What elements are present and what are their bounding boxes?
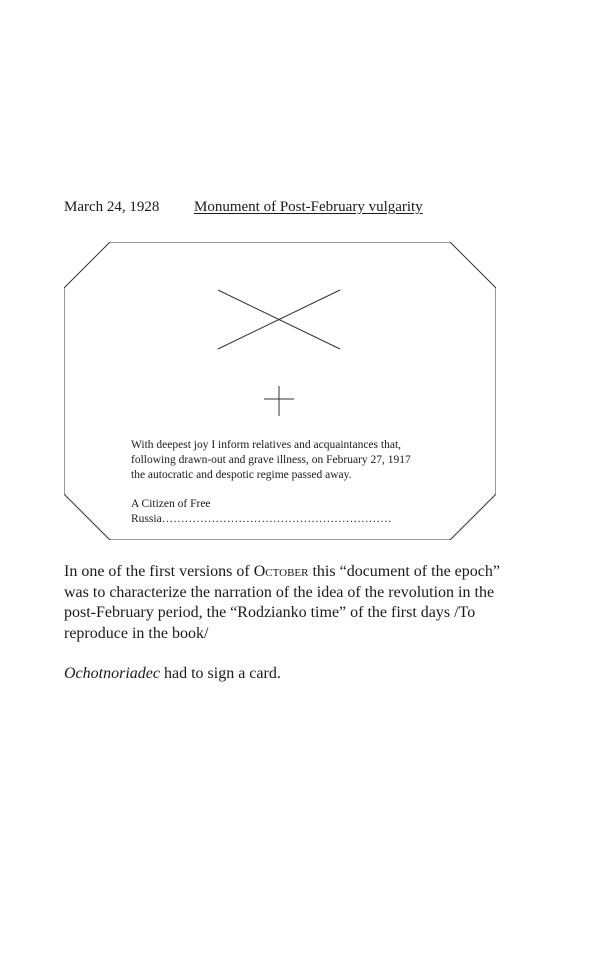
paragraph-1 xyxy=(64,562,504,644)
card-line: following drawn-out and grave illness, on February 27, 1917 xyxy=(131,454,411,466)
p2-text: had to sign a card. xyxy=(159,665,281,682)
header-date: March 24, 1928 xyxy=(64,199,160,215)
card-line: With deepest joy I inform relatives and acquaintances that, xyxy=(131,439,402,451)
body-text xyxy=(64,562,504,685)
card-line: the autocratic and despotic regime passed away. xyxy=(131,469,352,481)
page-header xyxy=(64,199,423,216)
p1-text-start: In one of the first versions of xyxy=(64,563,254,580)
header-title: Monument of Post-February vulgarity xyxy=(194,199,423,215)
obituary-card xyxy=(64,242,496,540)
ochotnoriadec-name: Ochotnoriadec xyxy=(64,665,160,682)
p1-text-end: this “document of the epoch” was to characterize the narration of the idea of the revolution in the post-February period, the “Rodzianko time” of the first days /To reproduce in the book/ xyxy=(64,563,500,642)
card-text xyxy=(131,438,461,527)
october-title: October xyxy=(253,563,309,580)
card-signature: A Citizen of Free Russia…………………………………………………… xyxy=(131,498,392,525)
paragraph-2 xyxy=(64,664,504,685)
